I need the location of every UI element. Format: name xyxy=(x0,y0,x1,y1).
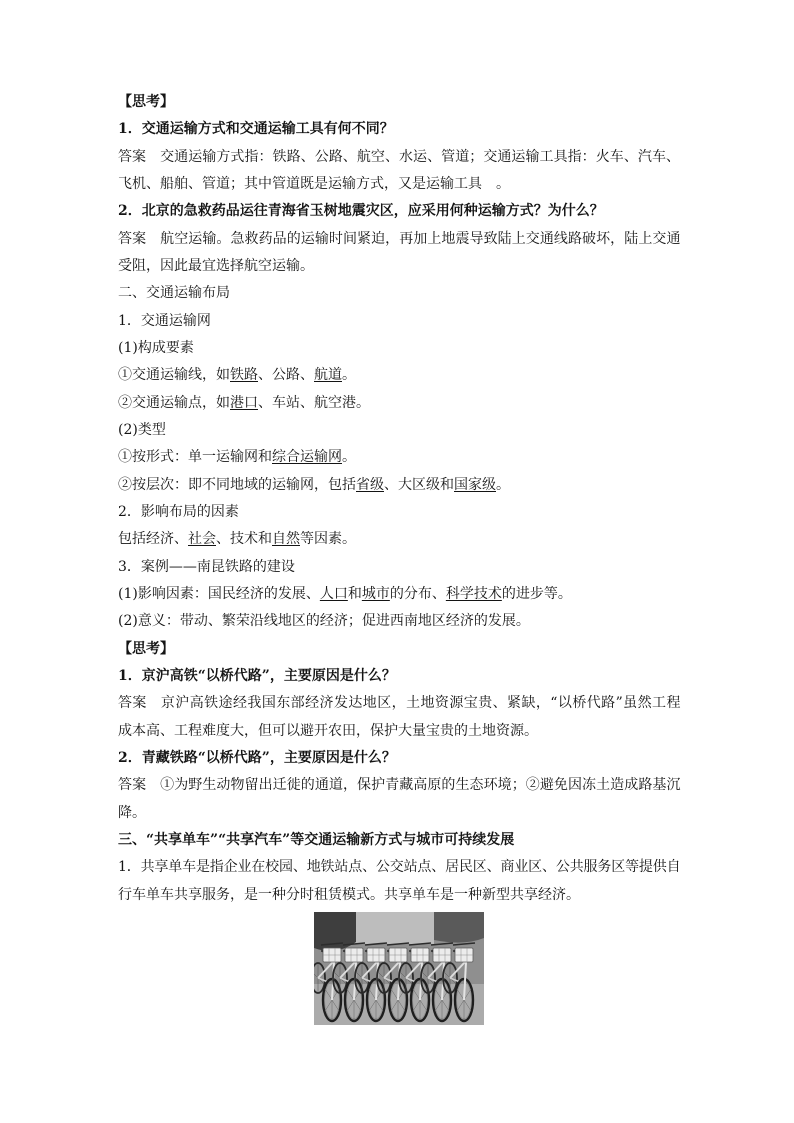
answer-text: 航空运输。急救药品的运输时间紧迫，再加上地震导致陆上交通线路破坏，陆上交通 xyxy=(160,230,680,247)
answer-label: 答案 xyxy=(118,777,147,794)
item-text: 包括经济、 xyxy=(118,531,188,548)
think-heading: 【思考】 xyxy=(118,94,174,110)
answer-text: 受阻，因此最宜选择航空运输。 xyxy=(118,257,314,274)
answer-text: ①为野生动物留出迁徙的通道，保护青藏高原的生态环境；②避免因冻土造成路基沉 xyxy=(160,777,680,794)
item-text: ②交通运输点，如 xyxy=(118,394,230,411)
list-item xyxy=(118,390,680,417)
list-item xyxy=(118,444,680,471)
answer-line xyxy=(118,171,680,198)
item-text: 和 xyxy=(347,585,362,602)
question: 2．青藏铁路“以桥代路”，主要原因是什么？ xyxy=(118,749,396,766)
answer-line xyxy=(118,226,680,253)
key-term: 国家级 xyxy=(454,476,496,493)
item-text: (1)影响因素：国民经济的发展、 xyxy=(118,585,320,602)
list-item: (2)意义：带动、繁荣沿线地区的经济；促进西南地区经济的发展。 xyxy=(118,613,530,630)
paragraph-line: 行车单车共享服务，是一种分时租赁模式。共享单车是一种新型共享经济。 xyxy=(118,886,580,903)
think-heading: 【思考】 xyxy=(118,640,174,657)
subsection-title: 2．影响布局的因素 xyxy=(118,503,239,520)
answer-label: 答案 xyxy=(118,230,147,247)
item-text: 、大区级和 xyxy=(384,476,454,493)
item-title: (1)构成要素 xyxy=(118,339,194,356)
answer-label: 答案 xyxy=(118,695,147,712)
background-shade xyxy=(434,912,484,943)
question: 1．交通运输方式和交通运输工具有何不同？ xyxy=(118,121,394,138)
key-term: 科学技术 xyxy=(445,585,502,602)
item-text: 、车站、航空港。 xyxy=(258,394,370,411)
item-text: 、技术和 xyxy=(216,531,272,548)
section-heading: 三、“共享单车”“共享汽车”等交通运输新方式与城市可持续发展 xyxy=(118,831,515,848)
item-text: ②按层次：即不同地域的运输网，包括 xyxy=(118,476,356,493)
question: 2．北京的急救药品运往青海省玉树地震灾区，应采用何种运输方式？为什么？ xyxy=(118,203,604,220)
item-text: 的进步等。 xyxy=(501,585,572,602)
key-term: 自然 xyxy=(272,531,300,548)
answer-text: 降。 xyxy=(118,804,146,821)
key-term: 省级 xyxy=(356,476,384,493)
answer-line xyxy=(118,800,680,827)
item-text: 、公路、 xyxy=(258,367,314,384)
item-text: ①按形式：单一运输网和 xyxy=(118,449,272,466)
key-term: 航道 xyxy=(314,367,342,384)
page-body xyxy=(118,89,680,909)
key-term: 铁路 xyxy=(230,367,258,384)
shared-bikes-photo xyxy=(314,912,484,1025)
answer-line xyxy=(118,772,680,799)
item-text: 的分布、 xyxy=(389,585,446,602)
answer-text: 京沪高铁途经我国东部经济发达地区，土地资源宝贵、紧缺，“以桥代路”虽然工程 xyxy=(160,695,680,712)
key-term: 人口 xyxy=(319,585,348,602)
item-text: 。 xyxy=(342,449,356,466)
answer-label: 答案 xyxy=(118,148,147,165)
item-title: (2)类型 xyxy=(118,421,166,438)
item-text: ①交通运输线，如 xyxy=(118,367,230,384)
item-text: 。 xyxy=(342,367,356,384)
key-term: 港口 xyxy=(230,394,258,411)
list-item xyxy=(118,526,680,553)
answer-line xyxy=(118,144,680,171)
question: 1．京沪高铁“以桥代路”，主要原因是什么？ xyxy=(118,667,396,684)
key-term: 综合运输网 xyxy=(272,449,342,466)
answer-line xyxy=(118,690,680,717)
answer-line xyxy=(118,253,680,280)
list-item xyxy=(118,581,680,608)
building-wall xyxy=(354,912,434,944)
answer-text: 飞机、船舶、管道；其中管道既是运输方式，又是运输工具 。 xyxy=(118,175,510,192)
answer-text: 交通运输方式指：铁路、公路、航空、水运、管道；交通运输工具指：火车、汽车、 xyxy=(160,148,681,165)
item-text: 等因素。 xyxy=(300,531,356,548)
answer-line xyxy=(118,718,680,745)
subsection-title: 1．交通运输网 xyxy=(118,312,211,329)
section-heading: 二、交通运输布局 xyxy=(118,285,230,302)
answer-text: 成本高、工程难度大，但可以避开农田，保护大量宝贵的土地资源。 xyxy=(118,722,538,739)
list-item xyxy=(118,472,680,499)
key-term: 城市 xyxy=(361,585,390,602)
list-item xyxy=(118,362,680,389)
subsection-title: 3．案例——南昆铁路的建设 xyxy=(118,558,295,575)
item-text: 。 xyxy=(496,476,510,493)
paragraph-line: 1．共享单车是指企业在校园、地铁站点、公交站点、居民区、商业区、公共服务区等提供自 xyxy=(118,859,680,876)
shared-bikes-illustration xyxy=(314,912,484,1025)
key-term: 社会 xyxy=(188,531,216,548)
